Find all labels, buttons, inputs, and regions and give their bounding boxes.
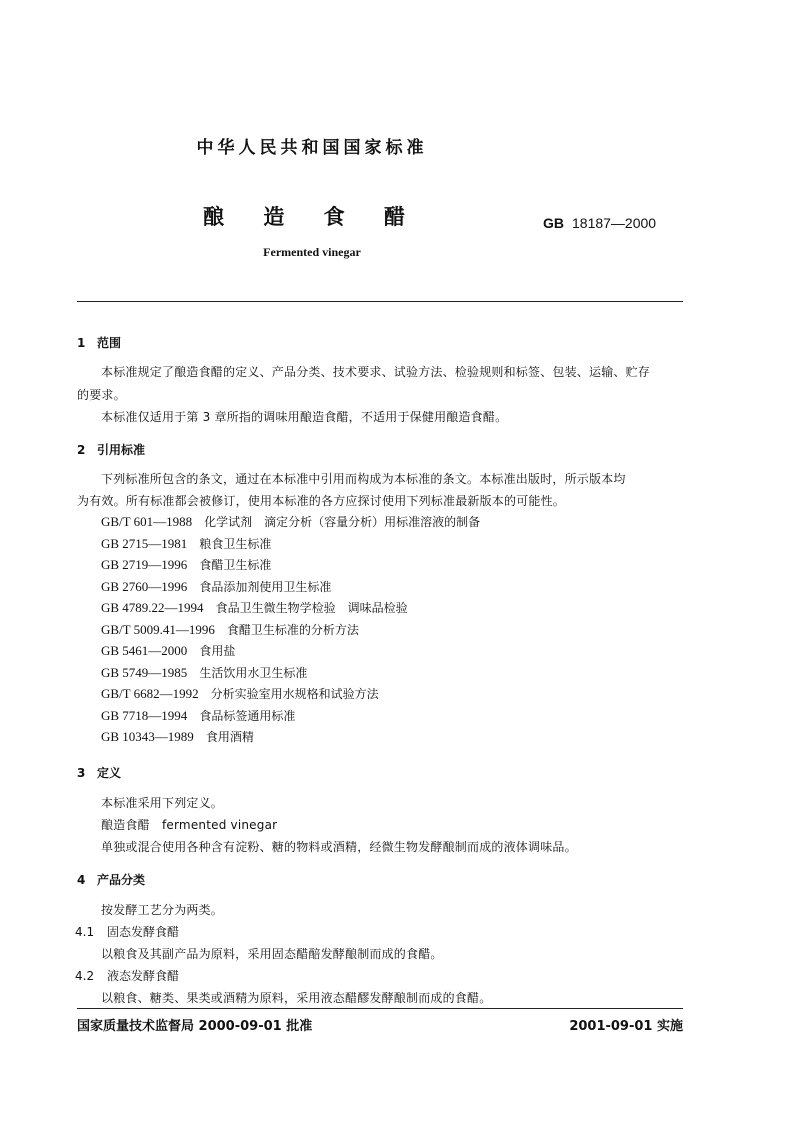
subsection-number: 4.1 [75, 925, 95, 939]
reference-code: GB/T 601—1988 [101, 514, 193, 529]
reference-item [101, 686, 480, 708]
reference-title: 食用盐 [199, 644, 236, 658]
reference-item [101, 643, 480, 665]
reference-code: GB/T 6682—1992 [101, 686, 199, 701]
section-title: 范围 [97, 336, 122, 350]
scope-paragraph-applicability: 本标准仅适用于第 3 章所指的调味用酿造食醋，不适用于保健用酿造食醋。 [101, 410, 508, 424]
english-title: Fermented vinegar [263, 245, 361, 259]
subsection-title: 液态发酵食醋 [107, 969, 180, 983]
reference-code: GB 5749—1985 [101, 664, 188, 680]
definition-term: 酿造食醋 fermented vinegar [101, 818, 278, 832]
reference-code: GB 7718—1994 [101, 707, 188, 723]
reference-code: GB/T 5009.41—1996 [101, 621, 215, 637]
reference-item [101, 600, 480, 622]
scope-paragraph-line-1: 本标准规定了酿造食醋的定义、产品分类、技术要求、试验方法、检验规则和标签、包装、运输、贮存 [101, 365, 651, 379]
document-title: 酿 造 食 醋 [203, 205, 421, 229]
reference-title: 化学试剂 滴定分析（容量分析）用标准溶液的制备 [204, 515, 481, 529]
reference-code: GB 4789.22—1994 [101, 600, 204, 615]
section-title: 引用标准 [97, 443, 146, 457]
subsection-number: 4.2 [75, 969, 95, 983]
subsection-text-liquid-state: 以粮食、糖类、果类或酒精为原料，采用液态醋醪发酵酿制而成的食醋。 [101, 991, 492, 1005]
section-title: 产品分类 [97, 873, 146, 887]
reference-list [101, 514, 480, 751]
reference-code: GB 10343—1989 [101, 729, 194, 744]
reference-item [101, 708, 480, 730]
approval-note: 国家质量技术监督局 2000-09-01 批准 [77, 1019, 313, 1034]
subsection-heading-liquid-state [75, 967, 179, 984]
reference-title: 食用酒精 [205, 730, 254, 744]
section-number: 2 [77, 443, 86, 457]
references-paragraph-line-1: 下列标准所包含的条文，通过在本标准中引用而构成为本标准的条文。本标准出版时，所示版本均 [101, 472, 626, 486]
definitions-intro: 本标准采用下列定义。 [101, 796, 224, 810]
scope-paragraph-line-2: 的要求。 [77, 388, 126, 402]
reference-item [101, 514, 480, 536]
subsection-text-solid-state: 以粮食及其副产品为原料，采用固态醋醅发酵酿制而成的食醋。 [101, 947, 443, 961]
reference-item [101, 665, 480, 687]
section-number: 1 [77, 336, 86, 350]
reference-title: 食品卫生微生物学检验 调味品检验 [215, 601, 408, 615]
section-heading-classification [77, 871, 145, 888]
reference-title: 粮食卫生标准 [199, 536, 272, 551]
reference-title: 分析实验室用水规格和试验方法 [210, 687, 379, 701]
reference-title: 食品添加剂使用卫生标准 [199, 579, 332, 594]
reference-title: 食醋卫生标准 [199, 558, 272, 572]
reference-item [101, 729, 480, 751]
references-paragraph-line-2: 为有效。所有标准都会被修订，使用本标准的各方应探讨使用下列标准最新版本的可能性。 [77, 494, 566, 508]
reference-code: GB 2760—1996 [101, 578, 188, 594]
standard-prefix: GB [543, 215, 564, 231]
definition-text: 单独或混合使用各种含有淀粉、糖的物料或酒精，经微生物发酵酿制而成的液体调味品。 [101, 840, 577, 854]
subsection-heading-solid-state [75, 923, 179, 940]
section-number: 3 [77, 766, 86, 780]
issuing-authority: 中华人民共和国国家标准 [196, 138, 428, 158]
section-number: 4 [77, 873, 86, 887]
reference-item [101, 536, 480, 558]
subsection-title: 固态发酵食醋 [107, 925, 180, 939]
reference-code: GB 5461—2000 [101, 643, 188, 658]
section-heading-definitions [77, 764, 121, 781]
classification-intro: 按发酵工艺分为两类。 [101, 903, 224, 917]
standard-number: 18187—2000 [572, 215, 657, 231]
reference-item [101, 557, 480, 579]
reference-item [101, 579, 480, 601]
reference-title: 生活饮用水卫生标准 [199, 665, 308, 680]
section-title: 定义 [97, 766, 122, 780]
section-heading-scope [77, 334, 121, 351]
footer-divider [77, 1008, 683, 1009]
section-heading-normative-references [77, 441, 145, 458]
reference-title: 食品标签通用标准 [199, 708, 296, 723]
reference-code: GB 2719—1996 [101, 557, 188, 572]
implementation-note: 2001-09-01 实施 [569, 1019, 683, 1034]
standard-code [543, 215, 656, 231]
reference-code: GB 2715—1981 [101, 535, 188, 551]
header-divider [77, 301, 683, 302]
reference-item [101, 622, 480, 644]
reference-title: 食醋卫生标准的分析方法 [226, 622, 359, 637]
